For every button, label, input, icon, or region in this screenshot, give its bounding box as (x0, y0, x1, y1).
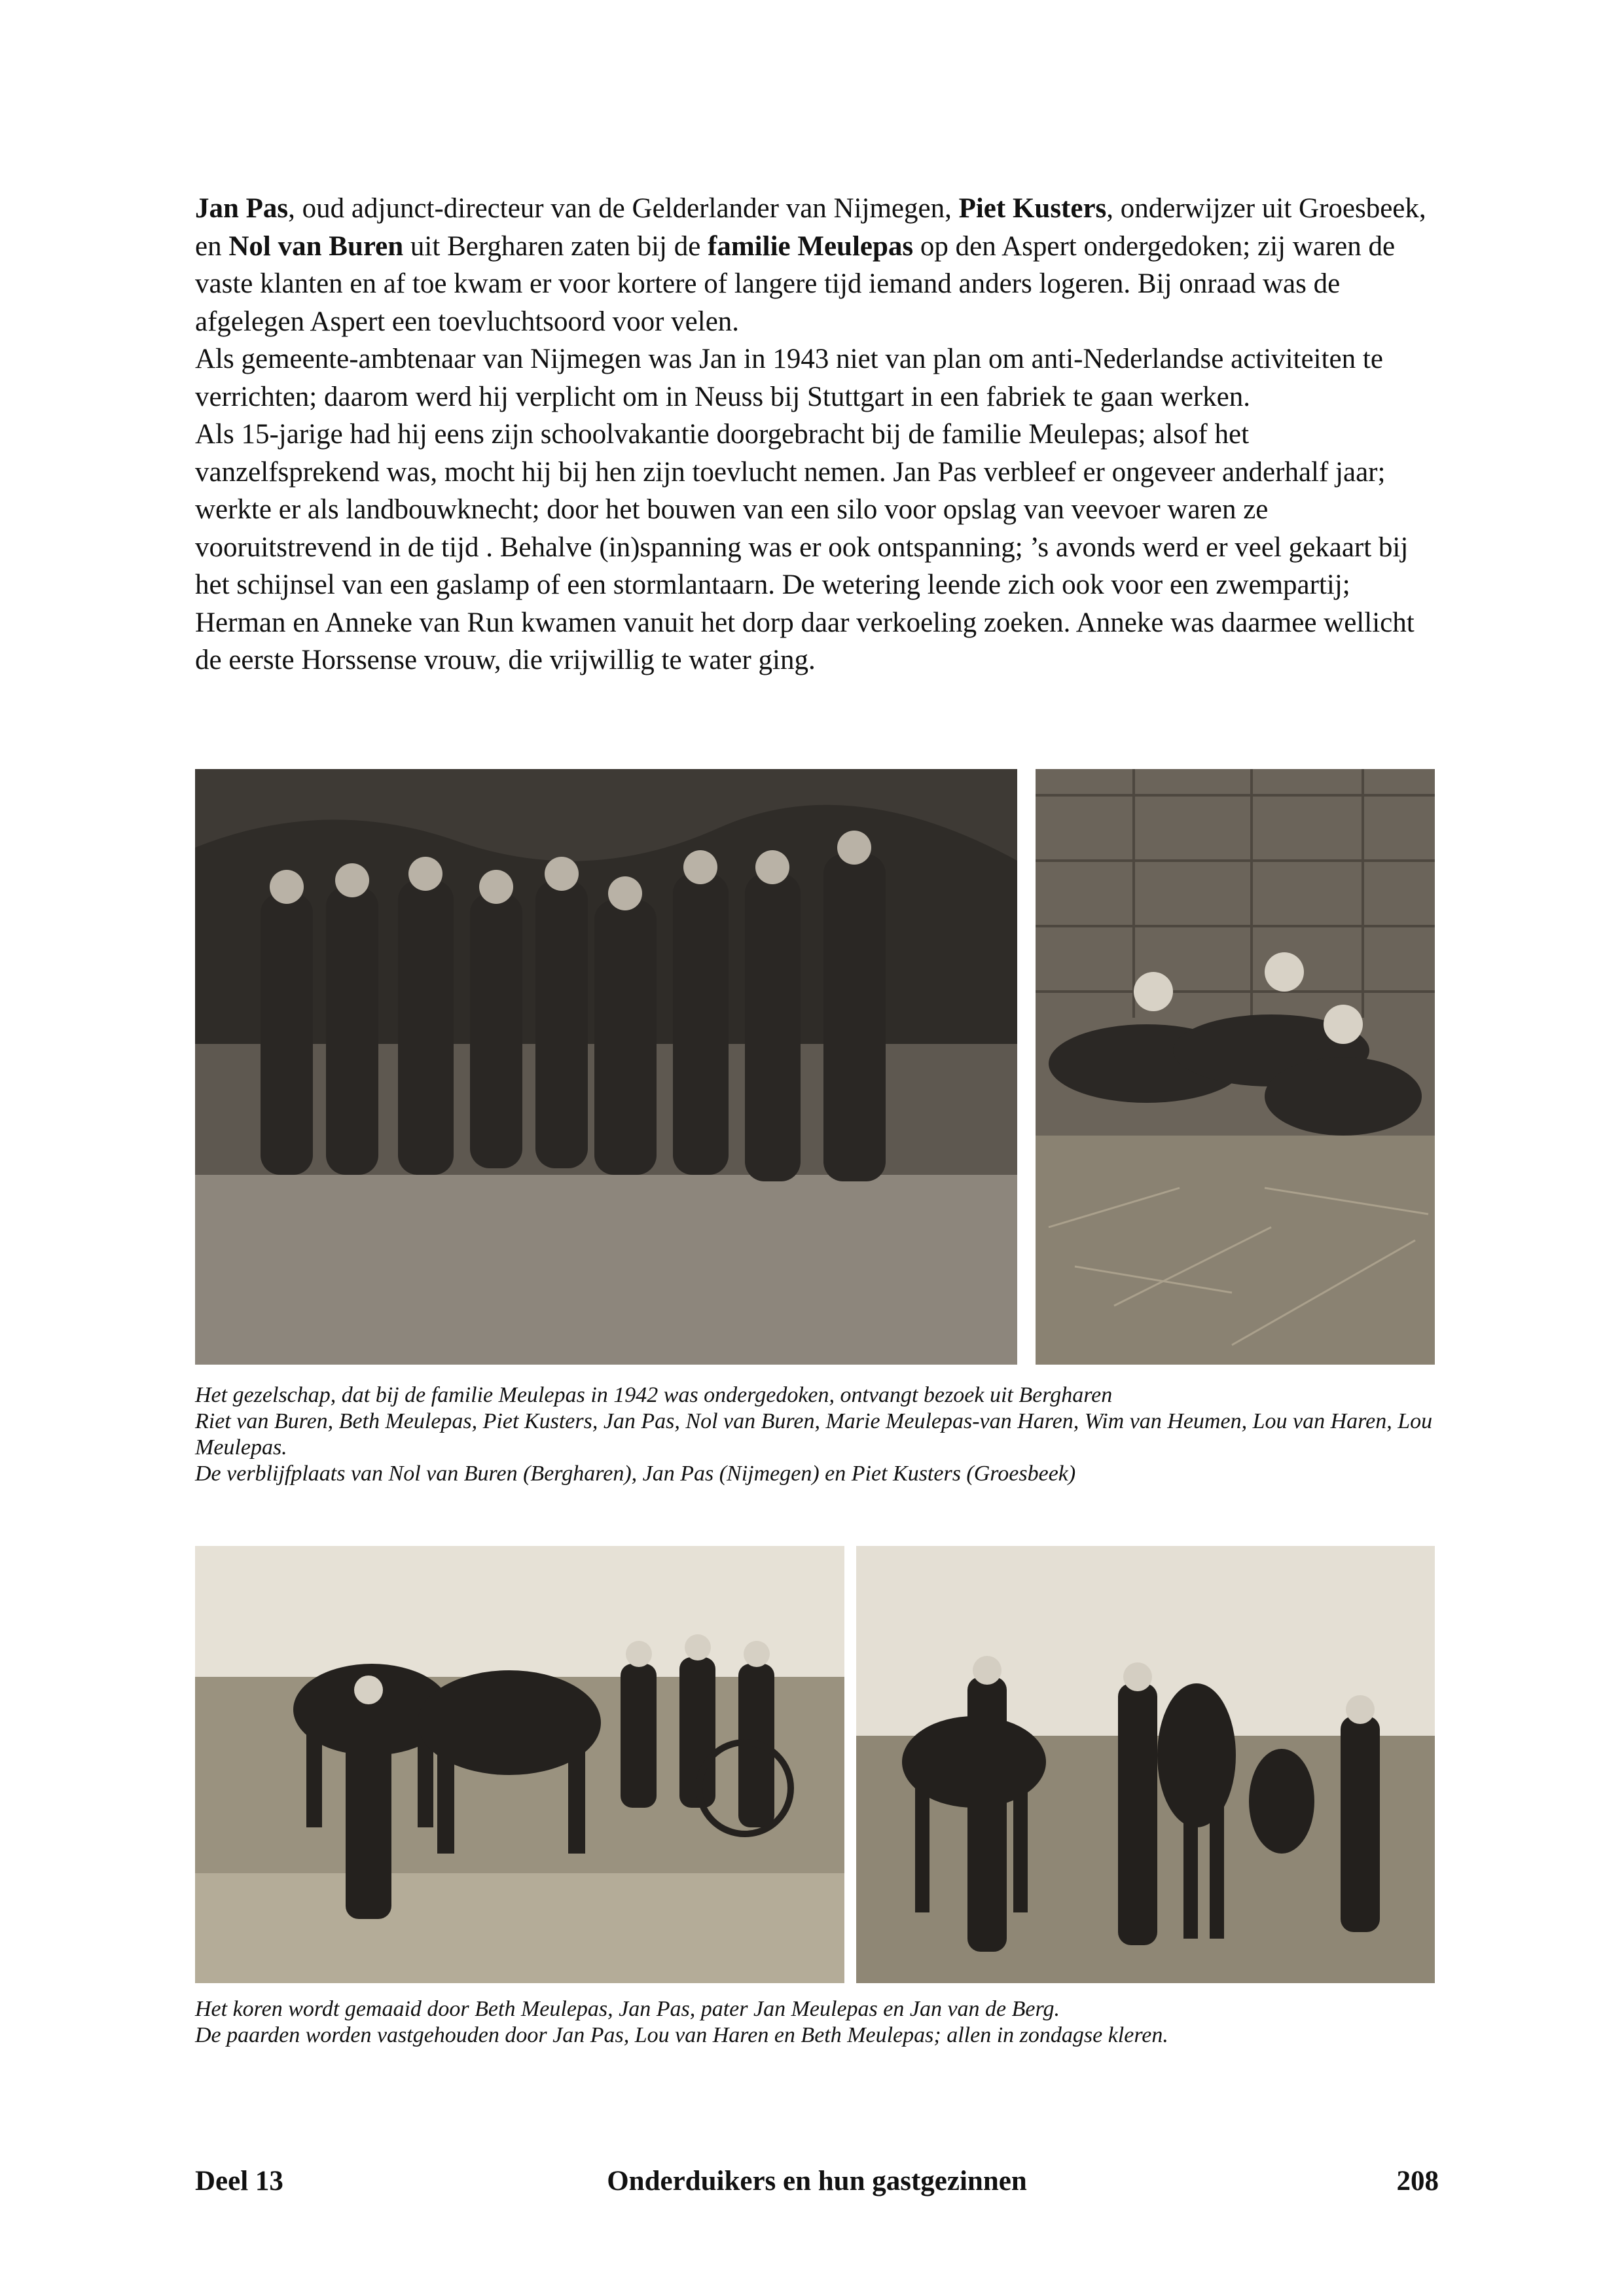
footer-title: Onderduikers en hun gastgezinnen (607, 2166, 1027, 2197)
body-text (195, 190, 1439, 679)
footer-part: Deel 13 (195, 2166, 283, 2197)
paragraph-1: Jan Pas, oud adjunct-directeur van de Gelderlander van Nijmegen, Piet Kusters, onderwijzer uit Groesbeek, en Nol van Buren uit Bergharen zaten bij de familie Meulepas op den Aspert ondergedoken; zij waren de vaste klanten en af toe kwam er voor kortere of langere tijd iemand anders logeren. Bij onraad was de afgelegen Aspert een toevluchtsoord voor velen. (195, 193, 1426, 337)
caption-bottom (195, 1996, 1439, 2049)
photo-barn-interior-illustration (1036, 769, 1435, 1365)
photo-group-outdoors (195, 769, 1017, 1365)
photo-harvest-horses-illustration (195, 1546, 844, 1983)
name-familie-meulepas: familie Meulepas (708, 230, 914, 262)
photo-people-holding-horses (856, 1546, 1435, 1983)
caption-bottom-line-2: De paarden worden vastgehouden door Jan Pas, Lou van Haren en Beth Meulepas; allen in zondagse kleren. (195, 2023, 1168, 2047)
caption-top-line-1: Het gezelschap, dat bij de familie Meulepas in 1942 was ondergedoken, ontvangt bezoek uit Bergharen (195, 1383, 1113, 1407)
caption-bottom-line-1: Het koren wordt gemaaid door Beth Meulepas, Jan Pas, pater Jan Meulepas en Jan van de Berg. (195, 1997, 1060, 2021)
page-footer (195, 2165, 1439, 2204)
caption-top-line-2: Riet van Buren, Beth Meulepas, Piet Kusters, Jan Pas, Nol van Buren, Marie Meulepas-van Haren, Wim van Heumen, Lou van Haren, Lou Meulepas. (195, 1409, 1433, 1460)
caption-top-line-3: De verblijfplaats van Nol van Buren (Bergharen), Jan Pas (Nijmegen) en Piet Kusters (Groesbeek) (195, 1462, 1076, 1486)
photo-group-outdoors-illustration (195, 769, 1017, 1365)
name-nol-van-buren: Nol van Buren (228, 230, 404, 262)
name-piet-kusters: Piet Kusters (958, 193, 1107, 224)
photo-harvest-horses (195, 1546, 844, 1983)
paragraph-3: Als 15-jarige had hij eens zijn schoolvakantie doorgebracht bij de familie Meulepas; alsof het vanzelfsprekend was, mocht hij bij hen zijn toevlucht nemen. Jan Pas verbleef er ongeveer anderhalf jaar; werkte er als landbouwknecht; door het bouwen van een silo voor opslag van veevoer waren ze vooruitstrevend in de tijd . Behalve (in)spanning was er ook ontspanning; ’s avonds werd er veel gekaart bij het schijnsel van een gaslamp of een stormlantaarn. De wetering leende zich ook voor een zwempartij; Herman en Anneke van Run kwamen vanuit het dorp daar verkoeling zoeken. Anneke was daarmee wellicht de eerste Horssense vrouw, die vrijwillig te water ging. (195, 419, 1415, 675)
photo-barn-interior (1036, 769, 1435, 1365)
caption-top (195, 1382, 1439, 1487)
paragraph-2: Als gemeente-ambtenaar van Nijmegen was Jan in 1943 niet van plan om anti-Nederlandse activiteiten te verrichten; daarom werd hij verplicht om in Neuss bij Stuttgart in een fabriek te gaan werken. (195, 344, 1383, 412)
name-jan-pas: Jan Pas (195, 193, 289, 224)
photo-people-holding-horses-illustration (856, 1546, 1435, 1983)
page-number: 208 (1396, 2166, 1439, 2197)
